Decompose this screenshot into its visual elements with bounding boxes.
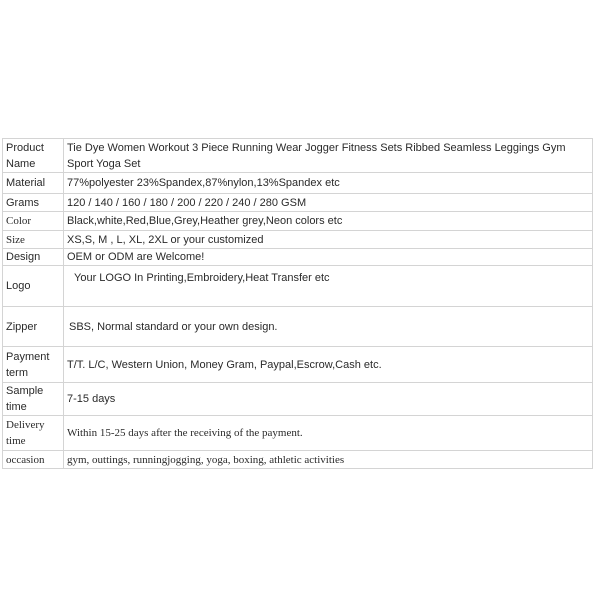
row-label-color: Color: [3, 212, 64, 231]
table-row: [3, 307, 593, 347]
table-row: [3, 194, 593, 212]
table-row: [3, 249, 593, 266]
row-value-delivery-time: Within 15-25 days after the receiving of the payment.: [64, 416, 593, 451]
row-label-sample-time: Sample time: [3, 383, 64, 416]
row-label-product-name: Product Name: [3, 139, 64, 173]
row-value-color: Black,white,Red,Blue,Grey,Heather grey,Neon colors etc: [64, 212, 593, 231]
row-value-zipper: SBS, Normal standard or your own design.: [64, 307, 593, 347]
product-spec-table: [2, 138, 593, 469]
row-label-delivery-time: Delivery time: [3, 416, 64, 451]
row-label-grams: Grams: [3, 194, 64, 212]
table-row: [3, 266, 593, 307]
row-label-design: Design: [3, 249, 64, 266]
table-row: [3, 173, 593, 194]
row-value-payment-term: T/T. L/C, Western Union, Money Gram, Paypal,Escrow,Cash etc.: [64, 347, 593, 383]
row-value-sample-time: 7-15 days: [64, 383, 593, 416]
row-value-occasion: gym, outtings, runningjogging, yoga, boxing, athletic activities: [64, 451, 593, 469]
row-value-logo: Your LOGO In Printing,Embroidery,Heat Transfer etc: [64, 266, 593, 307]
row-label-occasion: occasion: [3, 451, 64, 469]
row-value-product-name: Tie Dye Women Workout 3 Piece Running Wear Jogger Fitness Sets Ribbed Seamless Leggings Gym Sport Yoga Set: [64, 139, 593, 173]
row-label-zipper: Zipper: [3, 307, 64, 347]
row-value-material: 77%polyester 23%Spandex,87%nylon,13%Spandex etc: [64, 173, 593, 194]
row-label-size: Size: [3, 231, 64, 249]
table-row: [3, 451, 593, 469]
row-label-payment-term: Payment term: [3, 347, 64, 383]
table-row: [3, 383, 593, 416]
row-value-design: OEM or ODM are Welcome!: [64, 249, 593, 266]
table-row: [3, 139, 593, 173]
table-row: [3, 416, 593, 451]
row-label-material: Material: [3, 173, 64, 194]
row-label-logo: Logo: [3, 266, 64, 307]
table-row: [3, 212, 593, 231]
table-row: [3, 347, 593, 383]
table-row: [3, 231, 593, 249]
row-value-size: XS,S, M , L, XL, 2XL or your customized: [64, 231, 593, 249]
row-value-grams: 120 / 140 / 160 / 180 / 200 / 220 / 240 / 280 GSM: [64, 194, 593, 212]
